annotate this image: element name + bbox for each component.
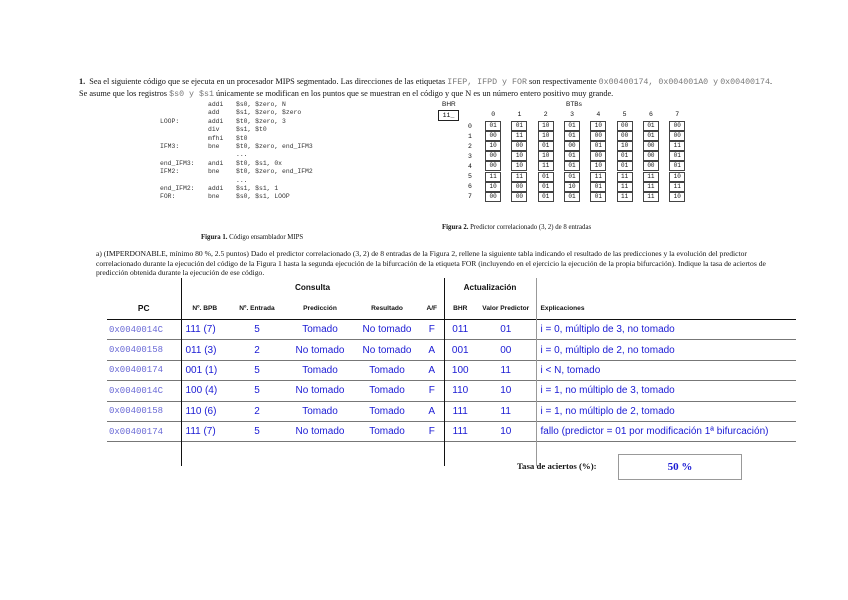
predictor-row [468,141,690,151]
predictor-counter: 01 [564,161,580,171]
header-pc: PC [137,303,150,313]
predictor-counter: 01 [538,182,554,192]
predictor-counter: 10 [485,182,501,192]
predictor-column-index: 4 [596,111,601,118]
cell-af[interactable]: A [428,405,436,417]
cell-prediccion[interactable]: Tomado [302,405,338,417]
header-af: A/F [426,304,438,312]
success-rate-value[interactable]: 50 % [618,454,742,480]
predictor-counter: 01 [590,182,606,192]
code-line: mfhi $t0 [208,134,248,142]
cell-bpb[interactable]: 111 (7) [181,320,228,340]
label-list: IFEP, IFPD y FOR [447,78,527,87]
predictor-counter: 00 [643,161,659,171]
cell-resultado[interactable]: Tomado [369,426,405,438]
table-row [107,381,796,401]
predictor-row-index: 0 [468,122,472,130]
predictor-counter: 00 [485,161,501,171]
predictor-row [468,182,690,192]
predictor-counter: 01 [643,131,659,141]
cell-entrada[interactable]: 5 [254,385,260,397]
predictor-counter: 10 [669,192,685,202]
cell-resultado[interactable]: Tomado [369,364,405,376]
cell-entrada[interactable]: 5 [254,364,260,376]
cell-valor[interactable]: 11 [500,405,511,417]
btb-label: BTBs [566,101,582,108]
header-prediccion: Predicción [303,304,337,312]
code-line: div $s1, $t0 [208,126,267,134]
bhr-label: BHR [442,101,456,108]
predictor-counter: 11 [617,192,633,202]
predictor-column-index: 2 [543,111,548,118]
cell-entrada[interactable]: 2 [254,405,260,417]
predictor-row-index: 7 [468,193,472,201]
cell-prediccion[interactable]: No tomado [295,344,345,356]
predictor-counter: 01 [564,121,580,131]
predictor-counter: 11 [669,141,685,151]
predictor-counter: 11 [643,192,659,202]
code-line: ... [236,151,248,159]
predictor-counter: 00 [669,131,685,141]
code-line: end_IFM2: addi $s1, $s1, 1 [160,184,279,192]
predictor-counter: 01 [511,121,527,131]
predictor-counter: 00 [590,151,606,161]
cell-valor[interactable]: 00 [500,344,512,356]
predictor-row-index: 1 [468,132,472,140]
predictor-counter: 10 [669,172,685,182]
predictor-counter: 00 [511,141,527,151]
header-resultado: Resultado [371,304,403,312]
cell-af[interactable]: F [428,426,435,438]
predictor-counter: 00 [669,121,685,131]
predictor-counter: 00 [643,141,659,151]
cell-pc[interactable]: 0x00400174 [109,365,164,376]
cell-resultado[interactable]: No tomado [362,324,412,336]
cell-expl[interactable]: i = 0, múltiplo de 2, no tomado [536,340,796,360]
cell-bhr[interactable]: 100 [444,360,476,380]
predictor-counter: 01 [538,192,554,202]
predictor-counter: 01 [643,121,659,131]
predictor-column-index: 7 [675,111,680,118]
predictor-counter: 00 [511,182,527,192]
predictor-counter: 00 [511,192,527,202]
predictor-counter: 01 [617,161,633,171]
predictor-row-index: 2 [468,142,472,150]
predictor-row-index: 6 [468,183,472,191]
predictor-counter: 10 [511,161,527,171]
predictor-counter: 11 [485,172,501,182]
header-group-actualizacion: Actualización [444,278,536,297]
predictor-counter: 11 [590,172,606,182]
code-line: IFM2: bne $t0, $zero, end_IFM2 [160,168,313,176]
predictor-counter: 01 [538,172,554,182]
predictor-counter: 00 [590,131,606,141]
predictor-row [468,151,690,161]
code-line: addi $s0, $zero, N [208,101,286,108]
predictor-row [468,171,690,181]
table-row [107,320,796,340]
predictor-counter: 00 [485,131,501,141]
code-line: LOOP: addi $t0, $zero, 3 [160,117,286,125]
table-row [107,421,796,441]
cell-pc[interactable]: 0x00400174 [109,426,164,437]
cell-bhr[interactable]: 011 [444,320,476,340]
predictor-row-index: 5 [468,173,472,181]
predictor-counter: 00 [564,141,580,151]
cell-bpb[interactable]: 111 (7) [181,421,228,441]
cell-bhr[interactable]: 111 [444,401,476,421]
header-entrada: Nº. Entrada [239,304,275,312]
predictor-column-index: 6 [648,111,653,118]
cell-pc[interactable]: 0x0040014C [109,385,164,396]
predictor-counter: 10 [485,141,501,151]
predictor-counter: 10 [590,161,606,171]
predictor-counter: 00 [617,131,633,141]
predictor-counter: 11 [538,161,554,171]
predictor-counter: 11 [643,182,659,192]
predictor-column-index: 0 [491,111,496,118]
cell-bpb[interactable]: 110 (6) [181,401,228,421]
table-row [107,360,796,380]
cell-expl[interactable]: i = 1, no múltiplo de 2, tomado [536,401,796,421]
predictor-counter: 10 [511,151,527,161]
predictor-counter: 01 [538,141,554,151]
cell-resultado[interactable]: Tomado [369,405,405,417]
predictor-counter: 11 [511,172,527,182]
figure-2-caption: Figura 2. Predictor correlacionado (3, 2) de 8 entradas [442,224,592,231]
predictor-counter: 00 [643,151,659,161]
predictor-counter: 01 [564,131,580,141]
predictor-counter: 11 [669,182,685,192]
cell-pc[interactable]: 0x00400158 [109,406,164,417]
cell-bpb[interactable]: 100 (4) [181,381,228,401]
predictor-counter: 11 [643,172,659,182]
cell-bpb[interactable]: 001 (1) [181,360,228,380]
cell-resultado[interactable]: Tomado [369,385,405,397]
cell-prediccion[interactable]: No tomado [295,426,345,438]
cell-pc[interactable]: 0x0040014C [109,324,164,335]
header-valor-predictor: Valor Predictor [482,304,530,312]
predictor-row [468,161,690,171]
cell-expl[interactable]: i = 0, múltiplo de 3, no tomado [536,320,796,340]
cell-prediccion[interactable]: Tomado [302,324,338,336]
predictor-counter: 01 [669,151,685,161]
cell-entrada[interactable]: 5 [254,426,260,438]
predictor-counter: 01 [617,151,633,161]
cell-bhr[interactable]: 111 [444,421,476,441]
code-line: ... [236,176,248,184]
cell-bpb[interactable]: 011 (3) [181,340,228,360]
cell-expl[interactable]: fallo (predictor = 01 por modificación 1ª bifurcación) [536,421,796,441]
cell-entrada[interactable]: 5 [254,324,260,336]
cell-valor[interactable]: 10 [500,426,512,438]
predictor-counter: 10 [564,182,580,192]
predictor-counter: 10 [617,141,633,151]
predictor-counter: 01 [669,161,685,171]
predictor-counter: 11 [617,172,633,182]
predictor-column-index: 1 [517,111,522,118]
code-line: add $s1, $zero, $zero [208,109,302,117]
cell-pc[interactable]: 0x00400158 [109,345,164,356]
predictor-counter: 01 [564,172,580,182]
predictor-counter: 01 [590,192,606,202]
success-rate-label: Tasa de aciertos (%): [517,461,597,471]
predictor-counter: 11 [511,131,527,141]
predictor-row-index: 4 [468,162,472,170]
predictor-row [468,192,690,202]
header-group-consulta: Consulta [181,278,444,297]
question-statement: 1. Sea el siguiente código que se ejecuta en un procesador MIPS segmentado. Las direcciones de las etiquetas IFEP, IFPD y FOR son respectivamente 0x00400174, 0x004001A0 y 0x00400174. Se asume que los registros $s0 y $s1 únicamente se modifican en los puntos que se muestran en el código y que N es un número entero positivo muy grande. [79,77,773,99]
header-bpb: Nº. BPB [181,297,228,320]
predictor-counter: 01 [590,141,606,151]
table-row [107,401,796,421]
predictor-counter: 01 [564,151,580,161]
prediction-results-table [107,278,796,466]
predictor-column-index: 3 [570,111,574,118]
predictor-counter: 10 [538,131,554,141]
predictor-counter: 11 [617,182,633,192]
cell-entrada[interactable]: 2 [254,344,260,356]
code-line: IFM3: bne $t0, $zero, end_IFM3 [160,142,313,150]
cell-prediccion[interactable]: Tomado [302,364,338,376]
cell-bhr[interactable]: 001 [444,340,476,360]
header-explicaciones: Explicaciones [536,297,796,320]
code-line: FOR: bne $s0, $s1, LOOP [160,193,290,201]
predictor-counter: 00 [485,192,501,202]
code-line: end_IFM3: andi $t0, $s1, 0x [160,159,283,167]
predictor-row [468,121,690,131]
question-number: 1. [79,77,86,86]
cell-af[interactable]: A [428,364,436,376]
part-a-statement: a) (IMPERDONABLE, mínimo 80 %, 2.5 puntos) Dado el predictor correlacionado (3, 2) de 8 entradas de la Figura 2, rellene la siguiente tabla indicando el resultado de las predicciones y la evolución del predictor correlacionado durante la ejecución del código de la Figura 1 hasta la segunda ejecución de la bifurcación de la etiqueta FOR (incluyendo en el ejercicio la ejecución de la propia bifurcación). Indique la tasa de aciertos de predicción obtenida durante la ejecución de ese código. [96,249,766,278]
predictor-counter: 00 [617,121,633,131]
figure-1-caption: Figura 1. Código ensamblador MIPS [201,234,304,241]
header-bhr: BHR [444,297,476,320]
cell-af[interactable]: F [428,385,435,397]
table-row [107,340,796,360]
predictor-counter: 01 [564,192,580,202]
cell-af[interactable]: F [428,324,435,336]
cell-valor[interactable]: 11 [500,364,511,376]
cell-expl[interactable]: i = 1, no múltiplo de 3, tomado [536,381,796,401]
predictor-counter: 00 [485,151,501,161]
cell-valor[interactable]: 01 [500,324,512,336]
cell-valor[interactable]: 10 [500,385,512,397]
bhr-register: 11_ [438,110,459,121]
mips-code-listing [160,101,313,202]
cell-resultado[interactable]: No tomado [362,344,412,356]
cell-bhr[interactable]: 110 [444,381,476,401]
cell-expl[interactable]: i < N, tomado [536,360,796,380]
predictor-counter: 10 [538,121,554,131]
predictor-column-index: 5 [622,111,627,118]
predictor-column-headers [480,111,690,121]
cell-prediccion[interactable]: No tomado [295,385,345,397]
predictor-row [468,131,690,141]
predictor-counter: 10 [590,121,606,131]
predictor-row-index: 3 [468,152,472,160]
predictor-counter: 10 [538,151,554,161]
predictor-counter: 01 [485,121,501,131]
cell-af[interactable]: A [428,344,436,356]
predictor-table [468,111,690,202]
